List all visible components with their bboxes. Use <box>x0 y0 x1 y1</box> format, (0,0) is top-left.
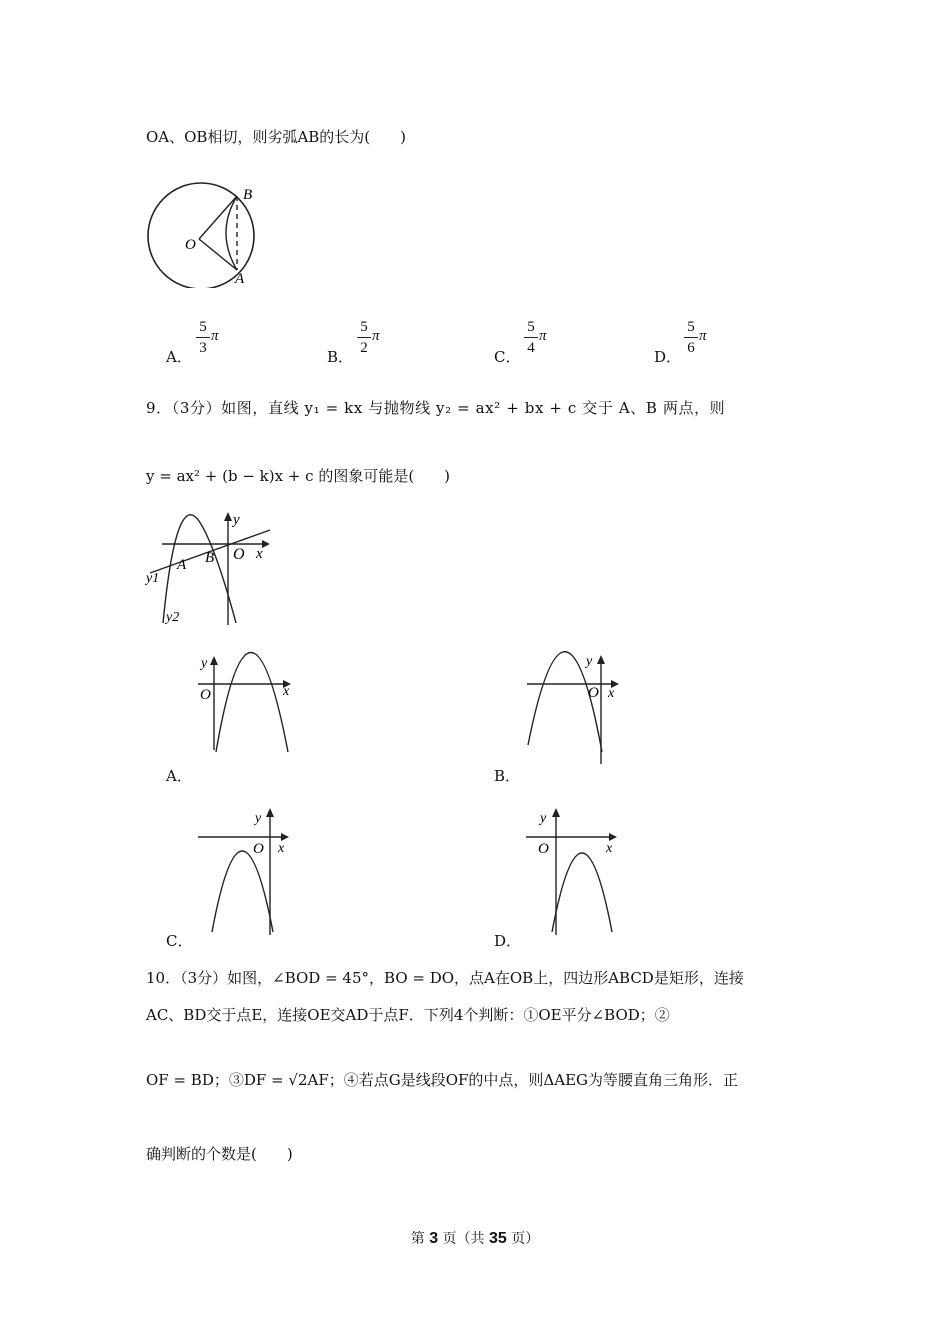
q9-option-c-letter[interactable]: C． <box>166 932 193 950</box>
q10-question-line2: AC、BD交于点E，连接OE交AD于点F．下列4个判断：①OE平分∠BOD；② <box>146 1006 670 1024</box>
q9-option-c-parabola <box>212 851 273 932</box>
q8-option-b-den: 2 <box>360 340 368 356</box>
page-footer <box>0 1228 950 1248</box>
q10-question-line1: 10．（3分）如图，∠BOD = 45°，BO = DO，点A在OB上，四边形ABCD是矩形，连接 <box>146 969 744 987</box>
q9-option-d-parabola <box>552 853 612 932</box>
q9-main-x-label: x <box>256 546 263 562</box>
q9-question-line1: 9．（3分）如图，直线 y₁ = kx 与抛物线 y₂ = ax² + bx + c 交于 A、B 两点，则 <box>146 399 726 417</box>
q9-option-a-letter[interactable]: A． <box>166 767 192 785</box>
q9-main-y2-label: y2 <box>166 610 180 625</box>
q8-option-b-num: 5 <box>360 319 368 335</box>
q9-main-a-label: A <box>177 557 187 573</box>
q8-option-a-pi: π <box>211 328 219 344</box>
svg-text:y: y <box>255 811 262 826</box>
q8-option-a-num: 5 <box>199 319 207 335</box>
svg-text:x: x <box>278 841 285 856</box>
svg-text:y: y <box>540 811 547 826</box>
svg-text:y: y <box>201 656 208 671</box>
q8-option-b-pi: π <box>372 328 380 344</box>
q8-label-b: B <box>243 187 253 203</box>
q8-option-b-fraction <box>357 318 371 357</box>
svg-text:O: O <box>538 841 549 857</box>
q9-main-b-label: B <box>205 550 215 566</box>
footer-page-number: 3 <box>429 1230 439 1247</box>
svg-text:O: O <box>253 841 264 857</box>
q8-option-d-fraction <box>684 318 698 357</box>
q9-main-figure <box>140 505 280 630</box>
footer-prefix: 第 <box>410 1231 425 1247</box>
q9-option-c-graph <box>195 805 300 937</box>
q9-option-a-graph <box>195 645 300 757</box>
q9-option-a-parabola <box>216 653 288 753</box>
q8-option-a-letter[interactable]: A． <box>166 348 192 366</box>
svg-text:y: y <box>586 654 593 669</box>
q8-label-o: O <box>185 237 196 253</box>
q9-option-b-graph <box>520 645 625 767</box>
q8-question-line: OA、OB相切，则劣弧AB的长为( ) <box>146 128 407 146</box>
q8-circle-figure <box>140 180 270 288</box>
q10-question-line3: OF = BD；③DF = √2AF；④若点G是线段OF的中点，则ΔAEG为等腰直角三角形．正 <box>146 1071 739 1089</box>
q8-option-c-den: 4 <box>527 340 535 356</box>
q10-question-line4: 确判断的个数是( ) <box>146 1145 293 1163</box>
svg-text:O: O <box>588 685 599 701</box>
svg-text:x: x <box>606 841 613 856</box>
q9-main-o-label: O <box>233 546 245 563</box>
footer-suffix: 页） <box>511 1231 540 1247</box>
svg-text:O: O <box>200 687 211 703</box>
q8-option-c-letter[interactable]: C． <box>494 348 521 366</box>
q9-option-b-letter[interactable]: B． <box>494 767 521 785</box>
q8-label-a: A <box>235 271 245 287</box>
q8-option-c-fraction <box>524 318 538 357</box>
q9-option-d-letter[interactable]: D． <box>494 932 522 950</box>
footer-total-pages: 35 <box>489 1230 507 1247</box>
q9-question-line2: y = ax² + (b − k)x + c 的图象可能是( ) <box>146 467 451 485</box>
q8-tangent-oa <box>199 239 237 270</box>
q9-main-y1-label: y1 <box>146 571 160 586</box>
q9-parabola-y2 <box>163 515 236 623</box>
q8-option-c-num: 5 <box>527 319 535 335</box>
q8-option-d-num: 5 <box>687 319 695 335</box>
svg-text:x: x <box>283 684 290 699</box>
svg-text:x: x <box>608 686 615 701</box>
q8-option-a-fraction <box>196 318 210 357</box>
q8-tangent-ob <box>199 196 237 239</box>
q8-option-a-den: 3 <box>199 340 207 356</box>
q8-option-d-letter[interactable]: D． <box>654 348 682 366</box>
q9-main-y-label: y <box>233 512 240 528</box>
footer-middle: 页（共 <box>442 1231 485 1247</box>
q8-option-c-pi: π <box>539 328 547 344</box>
q8-option-d-pi: π <box>699 328 707 344</box>
q9-option-d-graph <box>520 805 625 937</box>
q8-option-d-den: 6 <box>687 340 695 356</box>
q8-option-b-letter[interactable]: B． <box>327 348 354 366</box>
